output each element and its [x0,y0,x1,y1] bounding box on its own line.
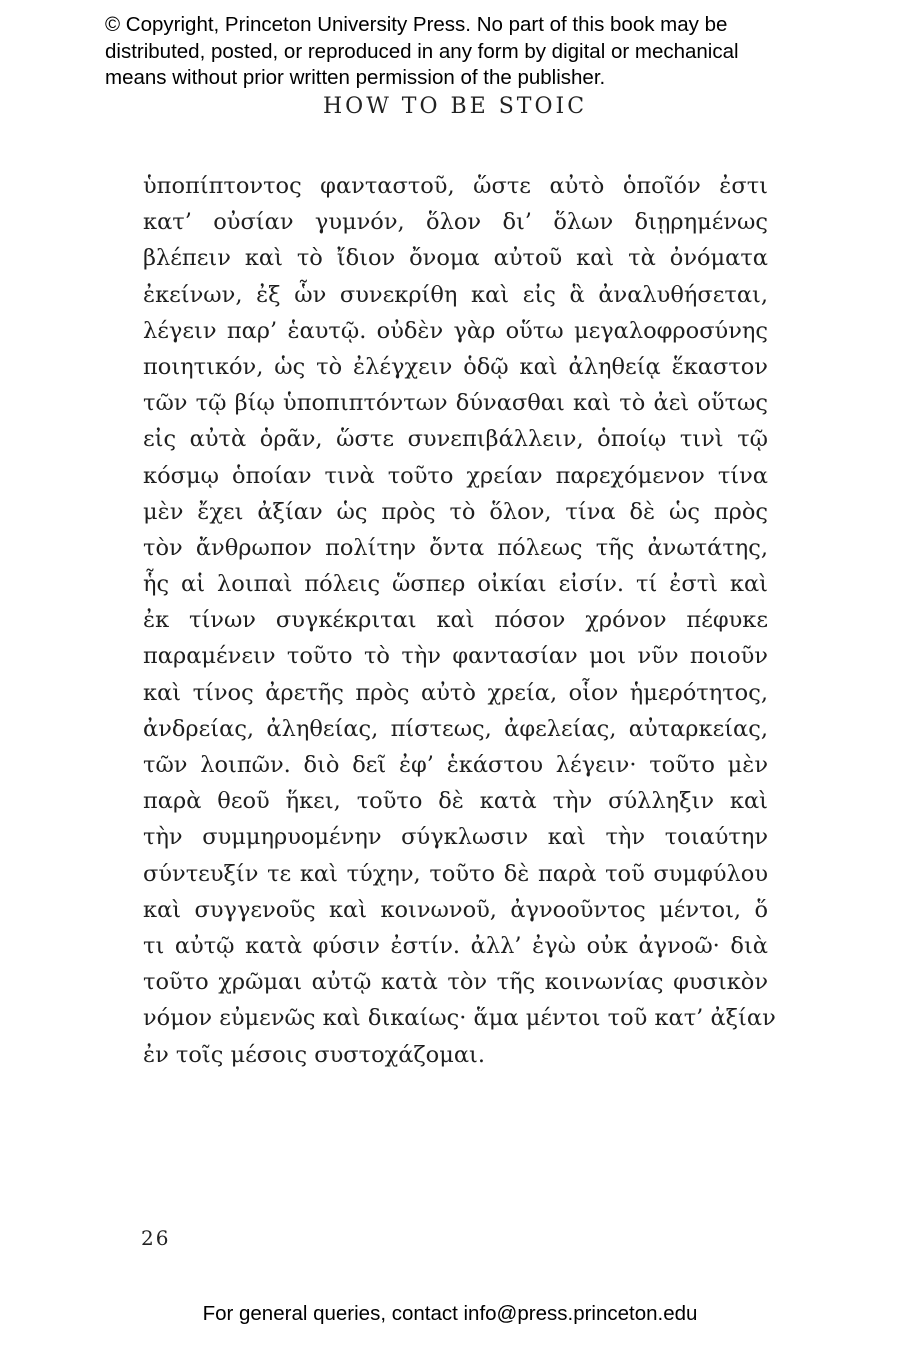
footer-contact: For general queries, contact info@press.princeton.edu [202,1302,698,1325]
text-line: τὴν συμμηρυομένην σύγκλωσιν καὶ τὴν τοιαύτην [143,824,768,851]
text-line: μὲν ἔχει ἀξίαν ὡς πρὸς τὸ ὅλον, τίνα δὲ ὡς πρὸς [143,498,768,525]
text-line: ποιητικόν, ὡς τὸ ἐλέγχειν ὁδῷ καὶ ἀληθείᾳ ἕκαστον [143,353,768,380]
text-line: κατ’ οὐσίαν γυμνόν, ὅλον δι’ ὅλων διῃρημένως [143,209,768,236]
text-line: λέγειν παρ’ ἑαυτῷ. οὐδὲν γὰρ οὕτω μεγαλοφροσύνης [143,317,768,344]
text-line: τῶν λοιπῶν. διὸ δεῖ ἐφ’ ἑκάστου λέγειν· τοῦτο μὲν [143,752,768,778]
text-line: ἧς αἱ λοιπαὶ πόλεις ὥσπερ οἰκίαι εἰσίν. τί ἐστὶ καὶ [143,571,768,598]
text-line: νόμον εὐμενῶς καὶ δικαίως· ἅμα μέντοι τοῦ κατ’ ἀξίαν [143,1005,776,1032]
text-line: τοῦτο χρῶμαι αὐτῷ κατὰ τὸν τῆς κοινωνίας φυσικὸν [143,969,768,996]
text-line: παραμένειν τοῦτο τὸ τὴν φαντασίαν μοι νῦν ποιοῦν [143,643,768,670]
text-line: τὸν ἄνθρωπον πολίτην ὄντα πόλεως τῆς ἀνωτάτης, [143,534,768,561]
page-number: 26 [141,1226,171,1250]
text-line: ἐκείνων, ἐξ ὧν συνεκρίθη καὶ εἰς ἃ ἀναλυθήσεται, [143,281,768,308]
text-line: ὑποπίπτοντος φανταστοῦ, ὥστε αὐτὸ ὁποῖόν ἐστι [143,173,768,199]
copyright-line: means without prior written permission of the publisher. [105,66,606,89]
text-line: σύντευξίν τε καὶ τύχην, τοῦτο δὲ παρὰ τοῦ συμφύλου [143,860,768,887]
text-line: βλέπειν καὶ τὸ ἴδιον ὄνομα αὐτοῦ καὶ τὰ ὀνόματα [143,245,768,272]
text-line: ἐκ τίνων συγκέκριται καὶ πόσον χρόνον πέφυκε [143,607,768,634]
text-line: τι αὐτῷ κατὰ φύσιν ἐστίν. ἀλλ’ ἐγὼ οὐκ ἀγνοῶ· διὰ [143,932,768,959]
text-line: καὶ συγγενοῦς καὶ κοινωνοῦ, ἀγνοοῦντος μέντοι, ὅ [143,896,768,923]
text-line: κόσμῳ ὁποίαν τινὰ τοῦτο χρείαν παρεχόμενον τίνα [143,462,768,489]
copyright-notice [105,12,865,92]
copyright-line: distributed, posted, or reproduced in any form by digital or mechanical [105,39,739,63]
running-head: HOW TO BE STOIC [322,94,588,119]
text-line: τῶν τῷ βίῳ ὑποπιπτόντων δύνασθαι καὶ τὸ ἀεὶ οὕτως [143,390,768,417]
text-line: εἰς αὐτὰ ὁρᾶν, ὥστε συνεπιβάλλειν, ὁποίῳ τινὶ τῷ [143,426,768,453]
greek-text-block [143,168,776,1073]
copyright-line: © Copyright, Princeton University Press. No part of this book may be [105,13,728,36]
text-line: καὶ τίνος ἀρετῆς πρὸς αὐτὸ χρεία, οἷον ἡμερότητος, [143,679,768,706]
text-line: παρὰ θεοῦ ἥκει, τοῦτο δὲ κατὰ τὴν σύλληξιν καὶ [143,788,768,815]
text-line: ἀνδρείας, ἀληθείας, πίστεως, ἀφελείας, αὐταρκείας, [143,715,768,742]
text-line: ἐν τοῖς μέσοις συστοχάζομαι. [143,1041,485,1068]
